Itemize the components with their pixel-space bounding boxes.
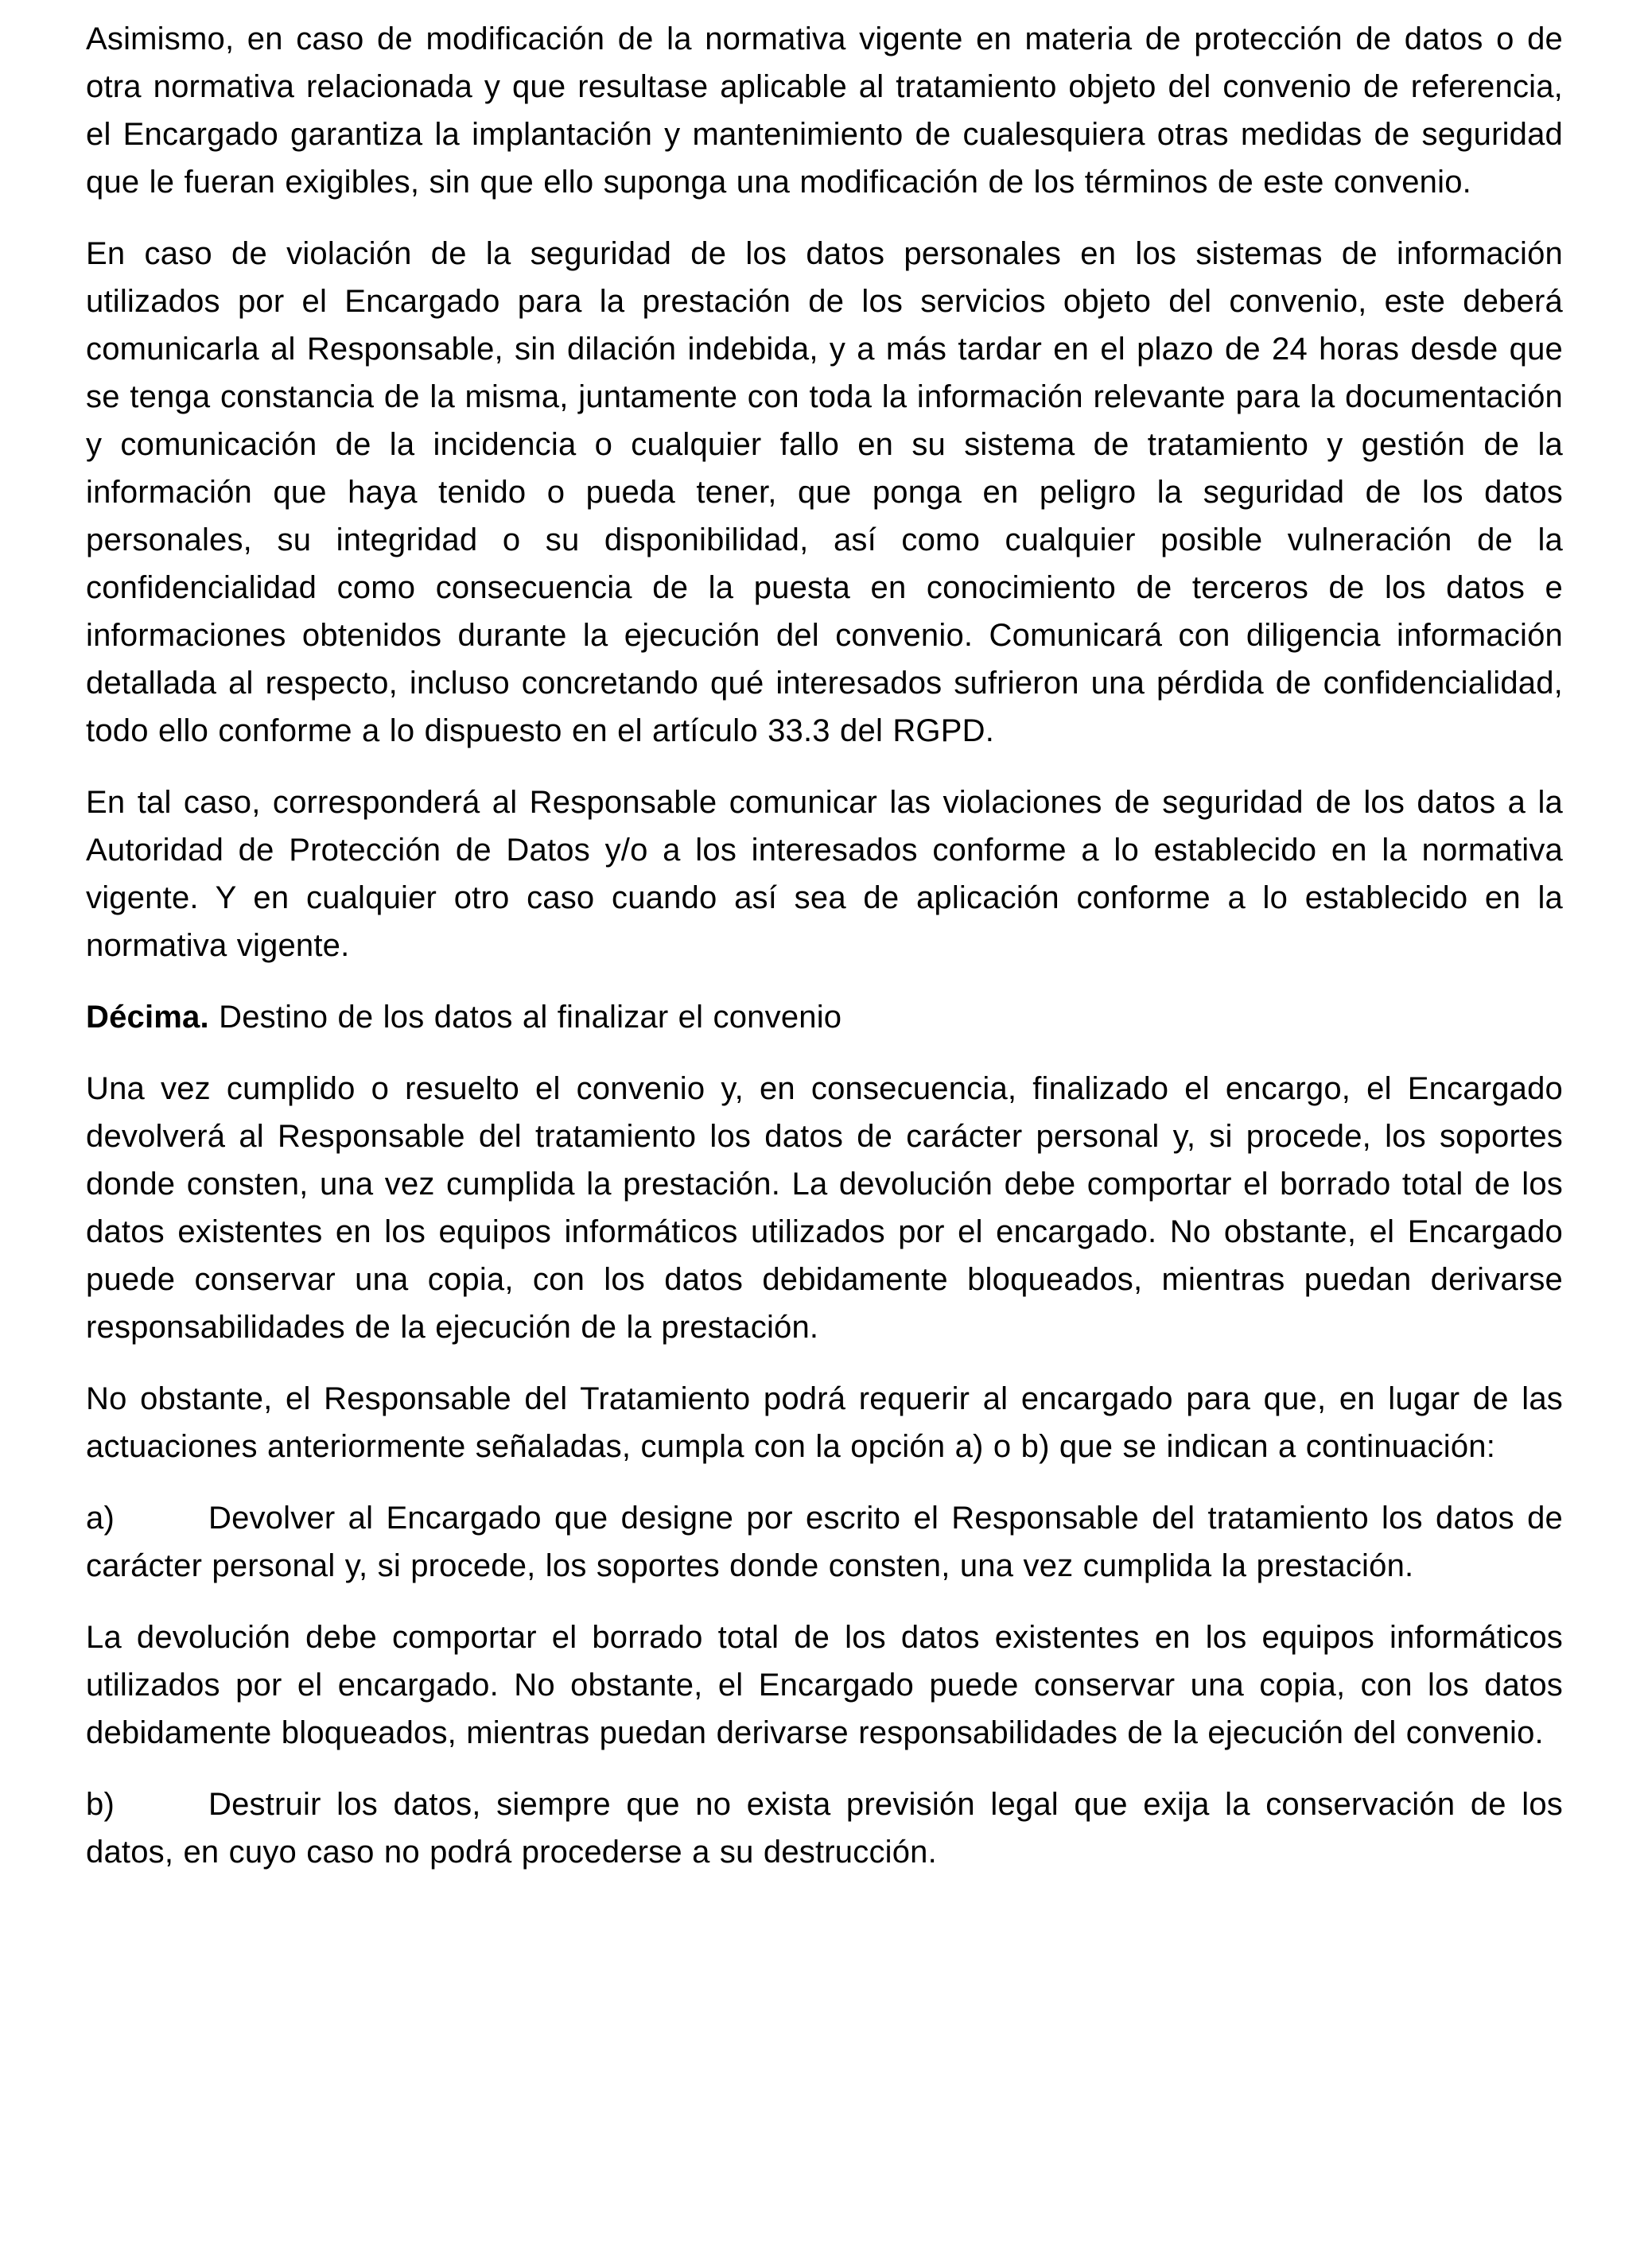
paragraph-devolucion-datos: Una vez cumplido o resuelto el convenio y, en consecuencia, finalizado el encargo, el Encargado devolverá al Responsable del tratamiento los datos de carácter personal y, si procede, los soportes donde consten, una vez cumplida la prestación. La devolución debe comportar el borrado total de los datos existentes en los equipos informáticos utilizados por el encargado. No obstante, el Encargado puede conservar una copia, con los datos debidamente bloqueados, mientras puedan derivarse responsabilidades de la ejecución de la prestación.	[86, 1071, 1563, 1345]
list-text-b: Destruir los datos, siempre que no exista previsión legal que exija la conservación de los datos, en cuyo caso no podrá procederse a su destrucción.	[86, 1787, 1563, 1870]
section-heading-decima	[86, 993, 1563, 1041]
paragraph-devolucion-borrado: La devolución debe comportar el borrado total de los datos existentes en los equipos informáticos utilizados por el encargado. No obstante, el Encargado puede conservar una copia, con los datos debidamente bloqueados, mientras puedan derivarse responsabilidades de la ejecución del convenio.	[86, 1620, 1563, 1750]
paragraph-requerimiento-opciones: No obstante, el Responsable del Tratamiento podrá requerir al encargado para que, en lugar de las actuaciones anteriormente señaladas, cumpla con la opción a) o b) que se indican a continuación:	[86, 1381, 1563, 1464]
list-text-a: Devolver al Encargado que designe por escrito el Responsable del tratamiento los datos de carácter personal y, si procede, los soportes donde consten, una vez cumplida la prestación.	[86, 1501, 1563, 1583]
paragraph-violacion-seguridad: En caso de violación de la seguridad de los datos personales en los sistemas de información utilizados por el Encargado para la prestación de los servicios objeto del convenio, este deberá comunicarla al Responsable, sin dilación indebida, y a más tardar en el plazo de 24 horas desde que se tenga constancia de la misma, juntamente con toda la información relevante para la documentación y comunicación de la incidencia o cualquier fallo en su sistema de tratamiento y gestión de la información que haya tenido o pueda tener, que ponga en peligro la seguridad de los datos personales, su integridad o su disponibilidad, así como cualquier posible vulneración de la confidencialidad como consecuencia de la puesta en conocimiento de terceros de los datos e informaciones obtenidos durante la ejecución del convenio. Comunicará con diligencia información detallada al respecto, incluso concretando qué interesados sufrieron una pérdida de confidencialidad, todo ello conforme a lo dispuesto en el artículo 33.3 del RGPD.	[86, 236, 1563, 748]
paragraph-comunicacion-autoridad: En tal caso, corresponderá al Responsable comunicar las violaciones de seguridad de los datos a la Autoridad de Protección de Datos y/o a los interesados conforme a lo establecido en la normativa vigente. Y en cualquier otro caso cuando así sea de aplicación conforme a lo establecido en la normativa vigente.	[86, 785, 1563, 963]
list-marker-a: a)	[86, 1501, 115, 1536]
section-heading-title: Destino de los datos al finalizar el convenio	[208, 1000, 842, 1035]
paragraph-modificacion-normativa: Asimismo, en caso de modificación de la normativa vigente en materia de protección de datos o de otra normativa relacionada y que resultase aplicable al tratamiento objeto del convenio de referencia, el Encargado garantiza la implantación y mantenimiento de cualesquiera otras medidas de seguridad que le fueran exigibles, sin que ello suponga una modificación de los términos de este convenio.	[86, 21, 1563, 200]
list-item-a	[86, 1494, 1563, 1590]
list-item-b	[86, 1781, 1563, 1876]
section-heading-number: Décima.	[86, 1000, 209, 1035]
list-marker-b: b)	[86, 1787, 115, 1822]
